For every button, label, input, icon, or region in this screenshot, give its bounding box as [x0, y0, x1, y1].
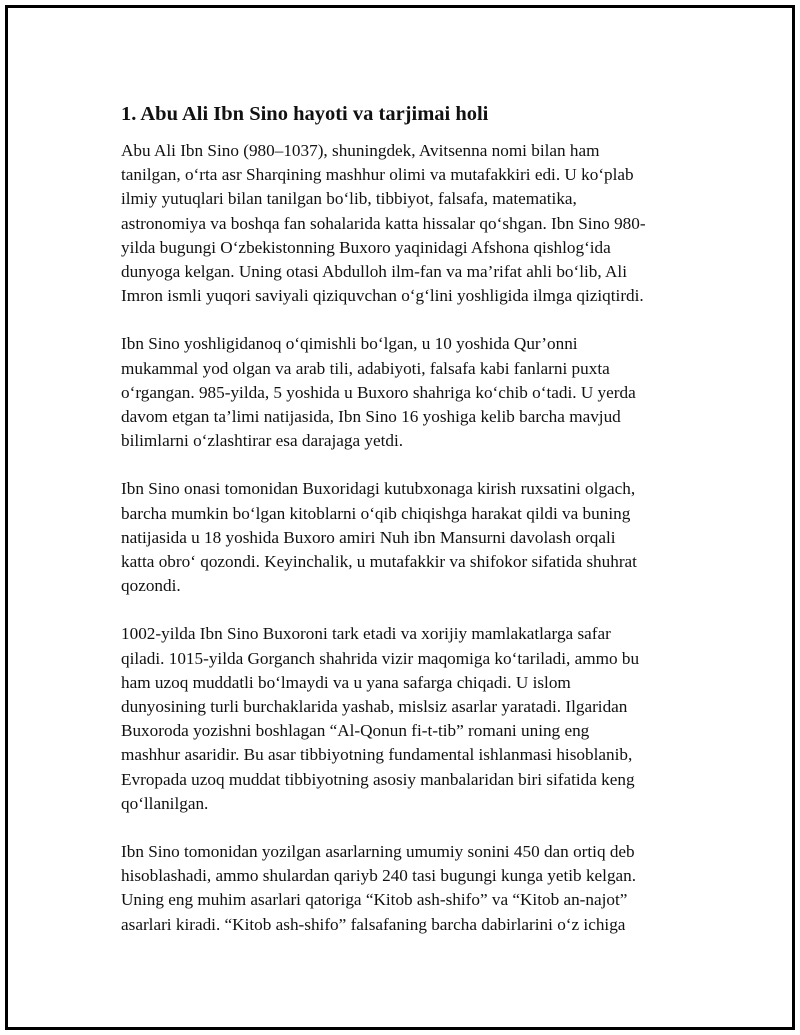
- paragraph-line: bilimlarni o‘zlashtirar esa darajaga yetdi.: [121, 431, 404, 451]
- paragraph-4: [121, 622, 691, 816]
- section-heading: 1. Abu Ali Ibn Sino hayoti va tarjimai holi: [121, 103, 489, 125]
- paragraph-line: Imron ismli yuqori saviyali qiziquvchan o‘g‘lini yoshligida ilmga qiziqtirdi.: [121, 286, 644, 306]
- paragraph-line: mukammal yod olgan va arab tili, adabiyoti, falsafa kabi fanlarni puxta: [121, 358, 610, 378]
- paragraph-line: 1002-yilda Ibn Sino Buxoroni tark etadi va xorijiy mamlakatlarga safar: [121, 624, 611, 644]
- paragraph-line: hisoblashadi, ammo shulardan qariyb 240 tasi bugungi kunga yetib kelgan.: [121, 866, 637, 886]
- paragraph-line: tanilgan, o‘rta asr Sharqining mashhur olimi va mutafakkiri edi. U ko‘plab: [121, 165, 634, 185]
- paragraph-1: [121, 139, 691, 308]
- paragraph-line: natijasida u 18 yoshida Buxoro amiri Nuh ibn Mansurni davolash orqali: [121, 527, 616, 547]
- paragraph-line: davom etgan ta’limi natijasida, Ibn Sino 16 yoshiga kelib barcha mavjud: [121, 407, 621, 427]
- paragraph-line: qozondi.: [121, 576, 181, 596]
- paragraph-line: Ibn Sino yoshligidanoq o‘qimishli bo‘lgan, u 10 yoshida Qur’onni: [121, 334, 578, 354]
- paragraph-line: ham uzoq muddatli bo‘lmaydi va u yana safarga chiqadi. U islom: [121, 672, 571, 692]
- paragraph-line: Ibn Sino tomonidan yozilgan asarlarning umumiy sonini 450 dan ortiq deb: [121, 842, 635, 862]
- paragraph-line: qo‘llanilgan.: [121, 793, 209, 813]
- paragraph-line: qiladi. 1015-yilda Gorganch shahrida vizir maqomiga ko‘tariladi, ammo bu: [121, 648, 640, 668]
- paragraph-line: Buxoroda yozishni boshlagan “Al-Qonun fi-t-tib” romani uning eng: [121, 721, 590, 741]
- paragraph-line: mashhur asaridir. Bu asar tibbiyotning fundamental ishlanmasi hisoblanib,: [121, 745, 633, 765]
- paragraph-3: [121, 477, 691, 598]
- paragraph-line: Uning eng muhim asarlari qatoriga “Kitob ash-shifo” va “Kitob an-najot”: [121, 890, 628, 910]
- paragraph-2: [121, 332, 691, 453]
- paragraph-line: asarlari kiradi. “Kitob ash-shifo” falsafaning barcha dabirlarini o‘z ichiga: [121, 914, 626, 934]
- paragraph-line: ilmiy yutuqlari bilan tanilgan bo‘lib, tibbiyot, falsafa, matematika,: [121, 189, 577, 209]
- paragraph-line: Abu Ali Ibn Sino (980–1037), shuningdek, Avitsenna nomi bilan ham: [121, 141, 600, 160]
- paragraph-line: Ibn Sino onasi tomonidan Buxoridagi kutubxonaga kirish ruxsatini olgach,: [121, 479, 636, 499]
- paragraph-line: yilda bugungi O‘zbekistonning Buxoro yaqinidagi Afshona qishlog‘ida: [121, 237, 611, 257]
- paragraph-line: dunyoga kelgan. Uning otasi Abdulloh ilm-fan va ma’rifat ahli bo‘lib, Ali: [121, 262, 627, 282]
- paragraph-line: katta obro‘ qozondi. Keyinchalik, u mutafakkir va shifokor sifatida shuhrat: [121, 552, 637, 572]
- paragraph-line: o‘rgangan. 985-yilda, 5 yoshida u Buxoro shahriga ko‘chib o‘tadi. U yerda: [121, 382, 636, 402]
- page-frame: [5, 5, 795, 1030]
- paragraph-line: dunyosining turli burchaklarida yashab, mislsiz asarlar yaratadi. Ilgaridan: [121, 697, 628, 717]
- paragraph-line: barcha mumkin bo‘lgan kitoblarni o‘qib chiqishga harakat qildi va buning: [121, 503, 631, 523]
- paragraph-5: [121, 840, 691, 937]
- document-body: [121, 101, 691, 961]
- paragraph-line: astronomiya va boshqa fan sohalarida katta hissalar qo‘shgan. Ibn Sino 980-: [121, 213, 646, 233]
- paragraph-line: Evropada uzoq muddat tibbiyotning asosiy manbalaridan biri sifatida keng: [121, 769, 635, 789]
